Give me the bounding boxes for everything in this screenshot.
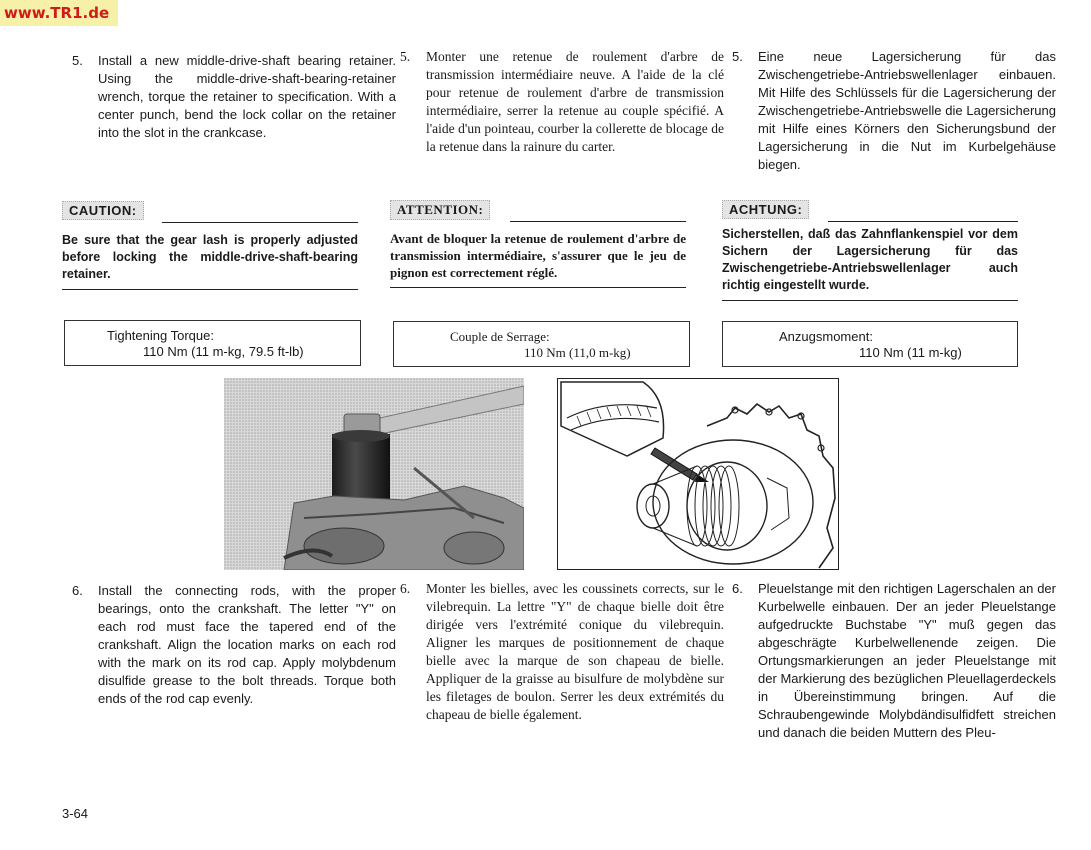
en-step-5-text: Install a new middle-drive-shaft bearing retainer. Using the middle-drive-shaft-bearing-retainer wrench, torque the retainer to specification. With a center punch, bend the lock collar on the retainer into the slot in the crankcase.: [98, 53, 396, 140]
en-caution-rule: [162, 222, 358, 223]
site-watermark: www.TR1.de: [0, 0, 118, 26]
fr-step-6-number: 6.: [400, 581, 411, 596]
en-step-5-number: 5.: [72, 53, 83, 68]
de-achtung-header: [722, 200, 1018, 224]
wrench-on-bearing-retainer-photo: [224, 378, 524, 570]
de-torque-label: Anzugsmoment:: [779, 329, 873, 344]
en-torque-box: [64, 320, 361, 366]
en-step-6-text: Install the connecting rods, with the proper bearings, onto the crankshaft. The letter "Y" on each rod must face the tapered end of the crankshaft. Align the location marks on each rod with the mark on its rod cap. Apply molybdenum disulfide grease to the bolt threads. Torque both ends of the rod cap evenly.: [98, 583, 396, 706]
de-achtung-label: ACHTUNG:: [722, 200, 809, 219]
de-step-5-number: 5.: [732, 49, 743, 64]
en-caution-header: [62, 201, 358, 225]
de-step-6-number: 6.: [732, 581, 743, 596]
fr-step-6-text: Monter les bielles, avec les coussinets corrects, sur le vilebrequin. La lettre "Y" de chaque bielle doit être dirigée vers l'extrémité conique du vilebrequin. Aligner les marques de positionnement de chaque bielle avec la marque de son chapeau de bielle. Appliquer de la graisse au bisulfure de molybdène sur les filetages de boulon. Serrer les deux extrémités du chapeau de bielle également.: [426, 581, 724, 722]
en-step-5: [62, 52, 396, 142]
fr-torque-value: 110 Nm (11,0 m-kg): [524, 345, 631, 360]
fr-attention-rule: [510, 221, 686, 222]
fr-torque-box: [393, 321, 690, 367]
fr-attention-header: [390, 200, 686, 224]
fr-step-5-number: 5.: [400, 49, 411, 64]
de-step-6: [722, 580, 1056, 742]
fr-step-5: [390, 48, 724, 156]
de-step-5-text: Eine neue Lagersicherung für das Zwischengetriebe-Antriebswellenlager einbauen. Mit Hilfe des Schlüssels für die Lagersicherung der Zwischengetriebe-Antriebswelle die Lagersicherung mit Hilfe eines Körners den Sicherungsbund der Lagersicherung in die Nut im Kurbelgehäuse biegen.: [758, 49, 1056, 172]
fr-attention-text: Avant de bloquer la retenue de roulement d'arbre de transmission intermédiaire, s'assurer que le jeu de pignon est correctement réglé.: [390, 230, 686, 288]
de-step-5: [722, 48, 1056, 174]
en-step-6-number: 6.: [72, 583, 83, 598]
en-caution-label: CAUTION:: [62, 201, 144, 220]
de-achtung-text: Sicherstellen, daß das Zahnflankenspiel vor dem Sichern der Lagersicherung für das Zwischengetriebe-Antriebswellenlager auch richtig eingestellt wurde.: [722, 226, 1018, 301]
fr-torque-label: Couple de Serrage:: [450, 329, 550, 344]
de-achtung-rule: [828, 221, 1018, 222]
en-caution-text: Be sure that the gear lash is properly adjusted before locking the middle-drive-shaft-bearing retainer.: [62, 232, 358, 290]
de-torque-box: [722, 321, 1018, 367]
en-step-6: [62, 582, 396, 708]
de-step-6-text: Pleuelstange mit den richtigen Lagerschalen an der Kurbelwelle einbauen. Der an jeder Pleuelstange aufgedruckte Buchstabe "Y" muß gegen das abgeschrägte Kurbelwellenende zeigen. Die Ortungsmarkierungen an jeder Pleuelstange mit der Markierung des bezüglichen Pleuellagerdeckels in Übereinstimmung bringen. Auf die Schraubengewinde Molybdändisulfidfett streichen und danach die beiden Muttern des Pleu-: [758, 581, 1056, 740]
lock-collar-punch-diagram: [557, 378, 839, 570]
en-torque-label: Tightening Torque:: [107, 328, 214, 343]
page-number: 3-64: [62, 806, 89, 821]
fr-step-6: [390, 580, 724, 724]
fr-step-5-text: Monter une retenue de roulement d'arbre de transmission intermédiaire neuve. A l'aide de la clé pour retenue de roulement d'arbre de transmission intermédiaire, serrer la retenue au couple spécifié. A l'aide d'un pointeau, courber la collerette de blocage de la retenue dans la rainure du carter.: [426, 49, 724, 154]
en-torque-value: 110 Nm (11 m-kg, 79.5 ft-lb): [143, 344, 304, 359]
de-torque-value: 110 Nm (11 m-kg): [859, 345, 962, 360]
fr-attention-label: ATTENTION:: [390, 200, 490, 220]
